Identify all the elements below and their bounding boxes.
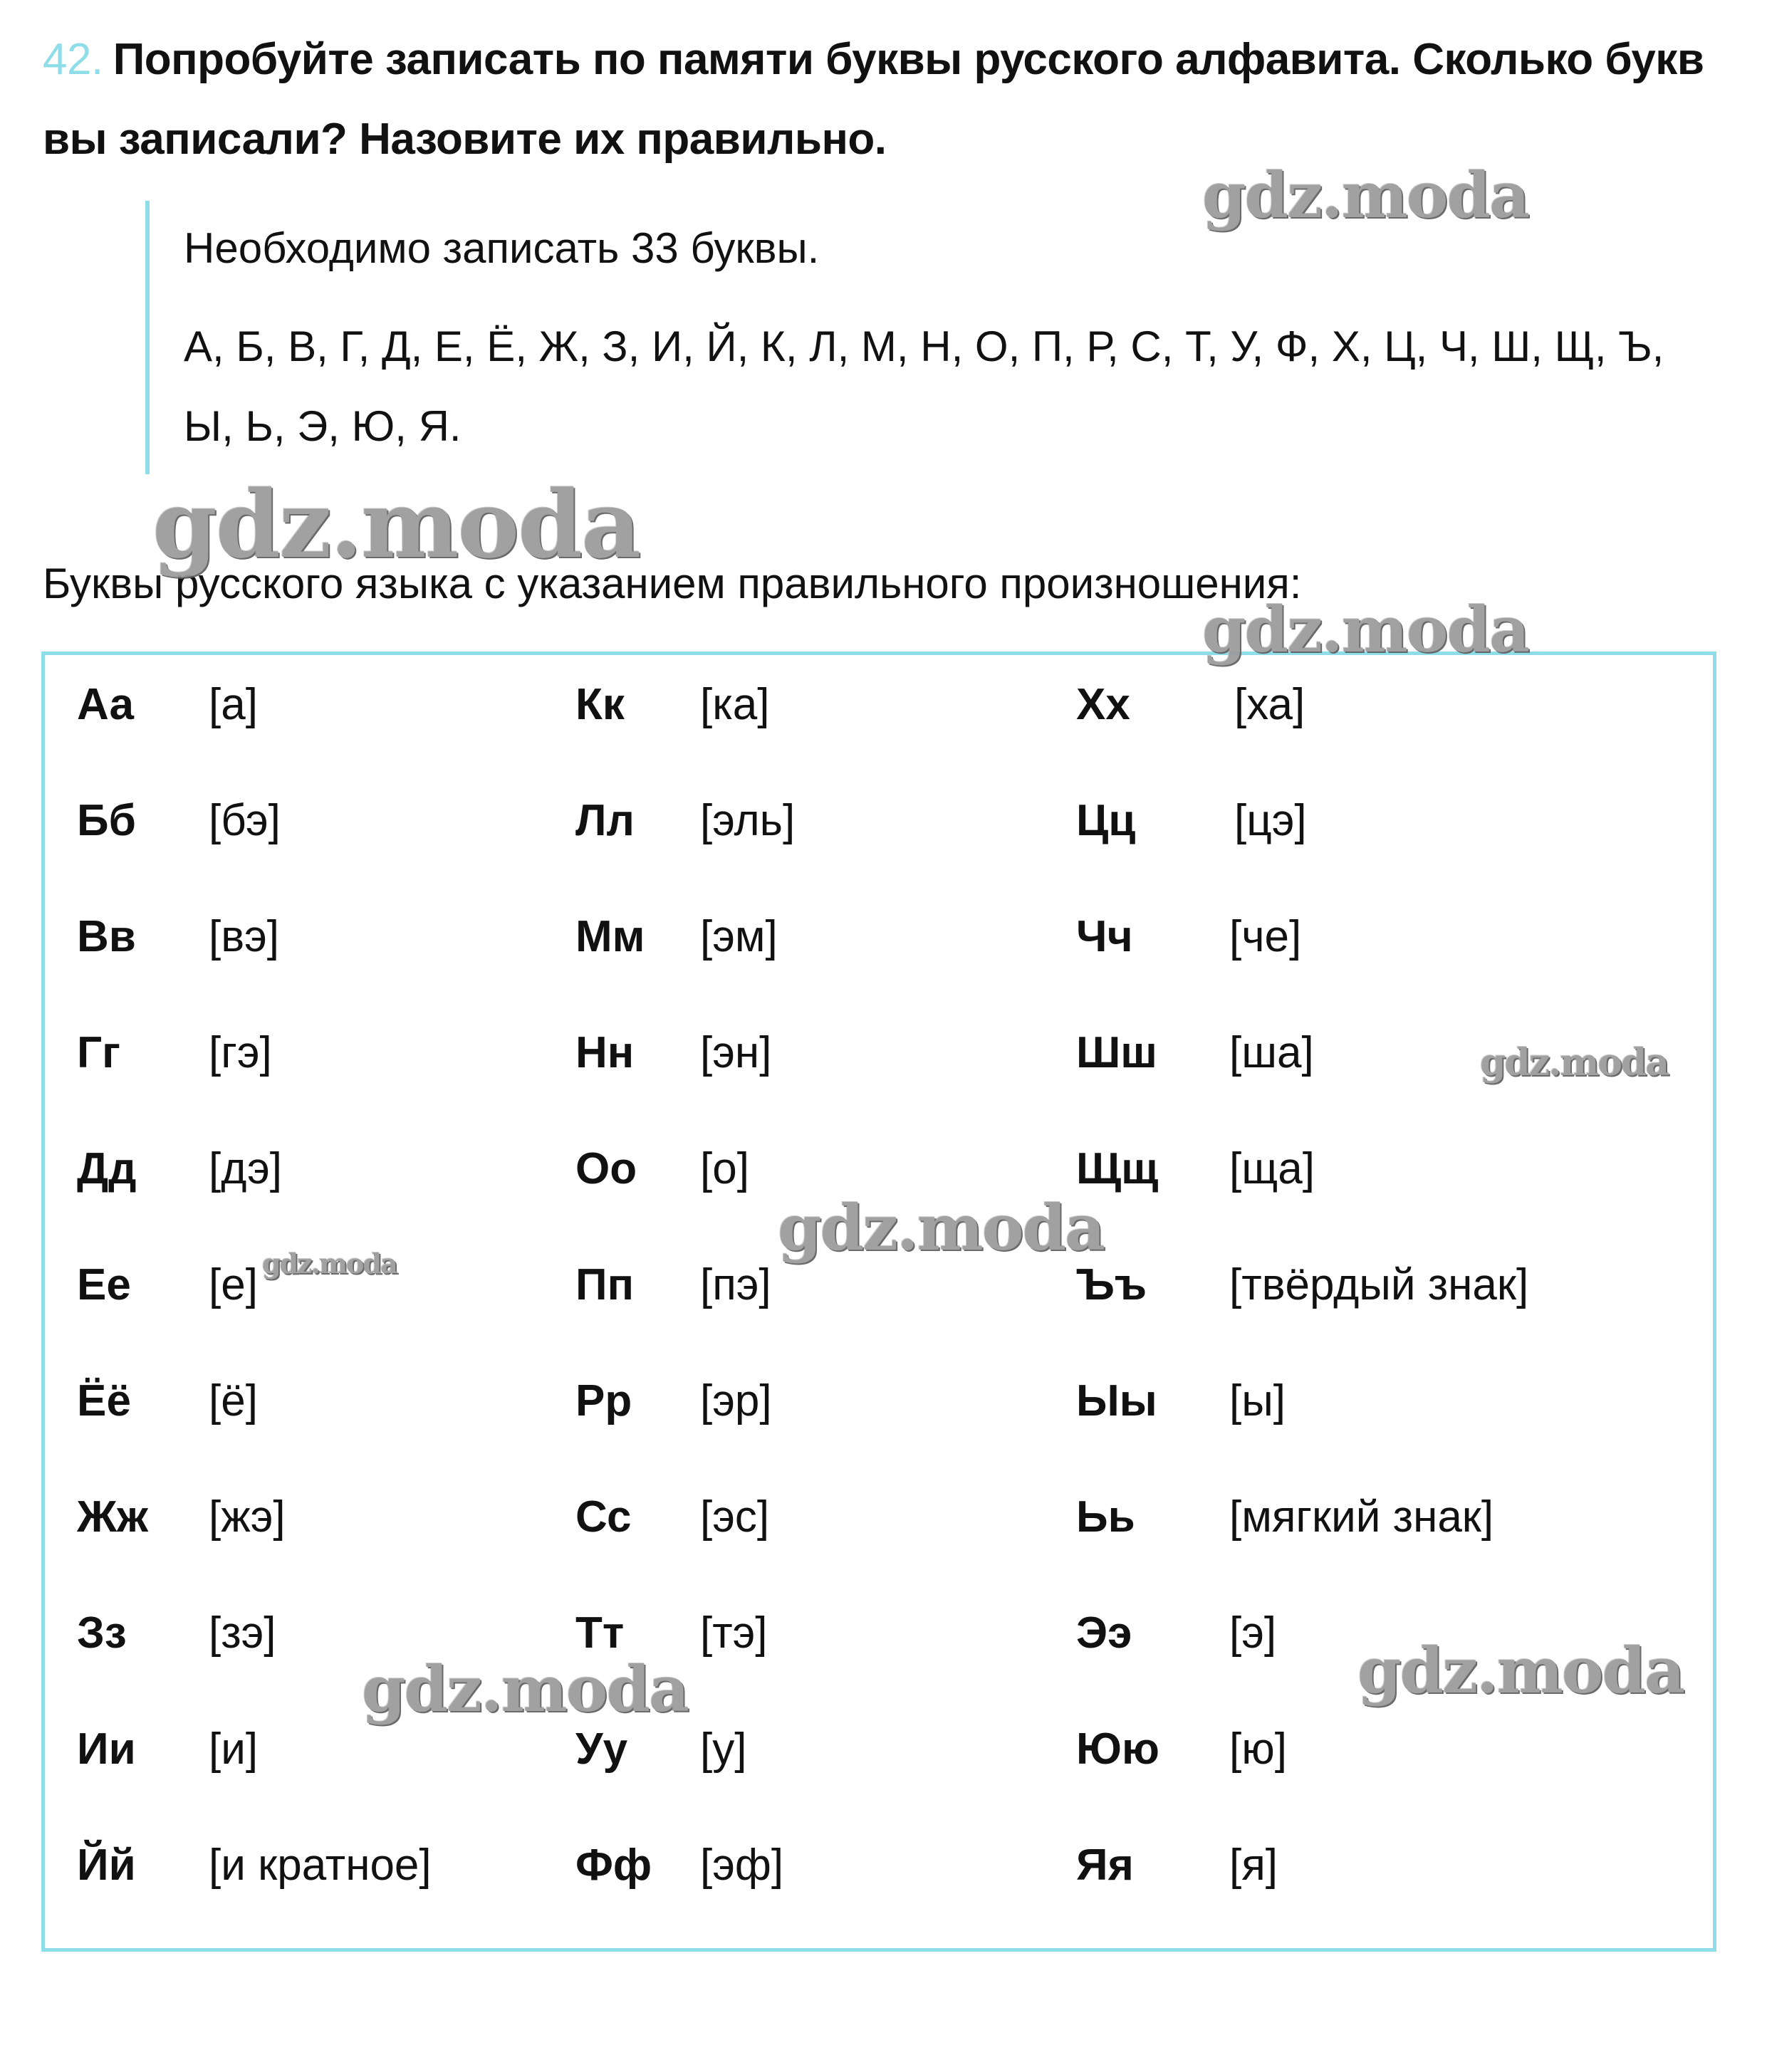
alphabet-letter: Шш	[1076, 1028, 1157, 1077]
alphabet-pronunciation: [я]	[1229, 1841, 1278, 1890]
alphabet-pronunciation: [зэ]	[209, 1608, 276, 1658]
alphabet-letter: Сс	[575, 1492, 632, 1542]
alphabet-letter: Бб	[77, 796, 136, 845]
alphabet-letter: Ьь	[1076, 1492, 1135, 1542]
alphabet-pronunciation: [цэ]	[1234, 796, 1307, 845]
watermark: gdz.moda	[152, 470, 640, 579]
alphabet-letter: Юю	[1076, 1725, 1159, 1774]
answer-count: Необходимо записать 33 буквы.	[184, 224, 820, 272]
alphabet-pronunciation: [твёрдый знак]	[1229, 1260, 1529, 1309]
alphabet-letter: Дд	[77, 1144, 137, 1193]
watermark: gdz.moda	[1480, 1041, 1669, 1084]
alphabet-letter: Ёё	[77, 1376, 131, 1425]
alphabet-pronunciation: [эф]	[700, 1841, 784, 1890]
alphabet-pronunciation: [гэ]	[209, 1028, 272, 1077]
alphabet-pronunciation: [жэ]	[209, 1492, 286, 1542]
alphabet-letter: Аа	[77, 680, 135, 729]
alphabet-pronunciation: [у]	[700, 1725, 747, 1774]
alphabet-letter: Нн	[575, 1028, 635, 1077]
alphabet-pronunciation: [эс]	[700, 1492, 770, 1542]
alphabet-letter: Ыы	[1076, 1376, 1157, 1425]
alphabet-pronunciation: [эн]	[700, 1028, 772, 1077]
alphabet-letter: Яя	[1076, 1841, 1134, 1890]
alphabet-pronunciation: [вэ]	[209, 912, 280, 961]
alphabet-letter: Жж	[77, 1492, 148, 1542]
task-heading	[43, 20, 1752, 179]
watermark: gdz.moda	[362, 1652, 689, 1726]
alphabet-letter: Мм	[575, 912, 645, 961]
alphabet-pronunciation: [е]	[209, 1260, 258, 1309]
alphabet-pronunciation: [че]	[1229, 912, 1302, 961]
alphabet-pronunciation: [эр]	[700, 1376, 772, 1425]
task-number: 42.	[43, 35, 103, 84]
answer-block	[145, 201, 1716, 474]
alphabet-pronunciation: [тэ]	[700, 1608, 768, 1658]
alphabet-letter: Чч	[1076, 912, 1133, 961]
alphabet-letter: Йй	[77, 1841, 136, 1890]
alphabet-pronunciation: [ша]	[1229, 1028, 1314, 1077]
alphabet-pronunciation: [ё]	[209, 1376, 258, 1425]
alphabet-pronunciation: [ща]	[1229, 1144, 1315, 1193]
alphabet-pronunciation: [эм]	[700, 912, 778, 961]
alphabet-letter: Зз	[77, 1608, 127, 1658]
alphabet-letter: Ее	[77, 1260, 131, 1309]
alphabet-pronunciation: [ка]	[700, 680, 770, 729]
alphabet-letter: Оо	[575, 1144, 637, 1193]
alphabet-pronunciation: [и кратное]	[209, 1841, 432, 1890]
alphabet-pronunciation: [пэ]	[700, 1260, 771, 1309]
watermark: gdz.moda	[262, 1247, 397, 1280]
alphabet-letter: Тт	[575, 1608, 625, 1658]
alphabet-letter: Пп	[575, 1260, 635, 1309]
alphabet-pronunciation: [эль]	[700, 796, 796, 845]
alphabet-letter: Лл	[575, 796, 635, 845]
task-text-line1: Попробуйте записать по памяти буквы русского алфавита. Сколько букв	[113, 35, 1704, 84]
alphabet-table	[41, 652, 1716, 1952]
alphabet-letter: Вв	[77, 912, 136, 961]
watermark: gdz.moda	[778, 1191, 1105, 1265]
alphabet-pronunciation: [ю]	[1229, 1725, 1287, 1774]
alphabet-pronunciation: [о]	[700, 1144, 749, 1193]
answer-letters-line1: А, Б, В, Г, Д, Е, Ё, Ж, З, И, Й, К, Л, М, Н, О, П, Р, С, Т, У, Ф, Х, Ц, Ч, Ш, Щ, Ъ,	[184, 323, 1664, 370]
alphabet-pronunciation: [ы]	[1229, 1376, 1286, 1425]
alphabet-letter: Ъъ	[1076, 1260, 1147, 1309]
alphabet-letter: Рр	[575, 1376, 632, 1425]
alphabet-letter: Хх	[1076, 680, 1130, 729]
alphabet-letter: Ээ	[1076, 1608, 1132, 1658]
alphabet-pronunciation: [ха]	[1234, 680, 1305, 729]
alphabet-letter: Фф	[575, 1841, 652, 1890]
alphabet-letter: Уу	[575, 1725, 628, 1774]
task-text-line2: вы записали? Назовите их правильно.	[43, 115, 887, 164]
alphabet-letter: Цц	[1076, 796, 1136, 845]
alphabet-pronunciation: [дэ]	[209, 1144, 282, 1193]
watermark: gdz.moda	[1202, 158, 1529, 232]
alphabet-pronunciation: [мягкий знак]	[1229, 1492, 1494, 1542]
alphabet-letter: Щщ	[1076, 1144, 1159, 1193]
answer-letters-line2: Ы, Ь, Э, Ю, Я.	[184, 402, 462, 450]
alphabet-pronunciation: [бэ]	[209, 796, 281, 845]
alphabet-pronunciation: [а]	[209, 680, 258, 729]
watermark: gdz.moda	[1357, 1633, 1684, 1707]
alphabet-letter: Гг	[77, 1028, 120, 1077]
pronunciation-subtitle: Буквы русского языка с указанием правильного произношения:	[43, 560, 1302, 607]
alphabet-letter: Кк	[575, 680, 625, 729]
alphabet-pronunciation: [э]	[1229, 1608, 1277, 1658]
alphabet-letter: Ии	[77, 1725, 136, 1774]
alphabet-pronunciation: [и]	[209, 1725, 259, 1774]
watermark: gdz.moda	[1202, 592, 1529, 666]
